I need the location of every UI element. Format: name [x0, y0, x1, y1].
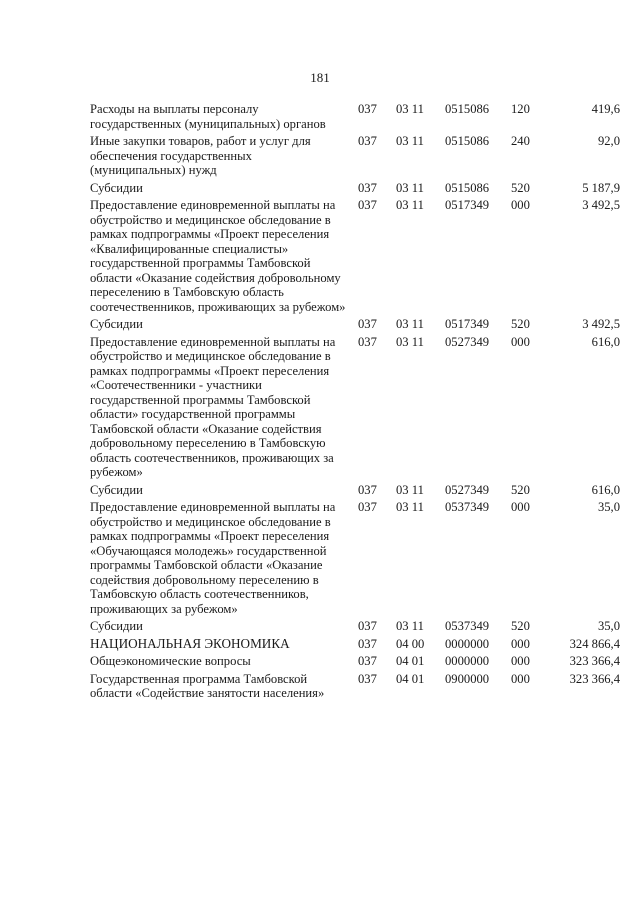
- table-row: [90, 181, 620, 199]
- row-name: Субсидии: [90, 619, 143, 633]
- row-expense-type: 120: [511, 102, 530, 116]
- row-target-code: 0517349: [445, 198, 490, 212]
- row-sum: 616,0: [591, 334, 620, 349]
- row-expense-type: 000: [511, 671, 530, 686]
- row-sum: 419,6: [591, 102, 620, 116]
- row-section-code: 03 11: [396, 500, 424, 514]
- row-ved-code: 037: [358, 180, 377, 195]
- row-name: Предоставление единовременной выплаты на обустройство и медицинское обследование в рамках подпрограммы «Проект переселения «Квалифицированные специалисты» государственной программы Тамбовской области «Оказание содействия добровольному переселению в Тамбовскую область соотечественников, проживающих за рубежом»: [90, 198, 346, 314]
- table-row: [90, 654, 620, 672]
- row-name: Субсидии: [90, 180, 143, 195]
- row-sum: 5 187,9: [582, 180, 620, 195]
- row-expense-type: 240: [511, 134, 530, 148]
- row-sum: 324 866,4: [569, 636, 620, 651]
- row-section-code: 03 11: [396, 619, 424, 633]
- row-ved-code: 037: [358, 482, 377, 497]
- row-ved-code: 037: [358, 671, 377, 686]
- table-row: [90, 637, 620, 655]
- row-ved-code: 037: [358, 134, 377, 148]
- row-expense-type: 000: [511, 654, 530, 668]
- row-name: Субсидии: [90, 482, 143, 497]
- row-section-code: 04 01: [396, 654, 425, 668]
- table-row: [90, 134, 620, 181]
- row-section-code: 03 11: [396, 198, 424, 212]
- row-ved-code: 037: [358, 619, 377, 633]
- row-name: НАЦИОНАЛЬНАЯ ЭКОНОМИКА: [90, 635, 290, 651]
- row-ved-code: 037: [358, 334, 377, 349]
- table-row: [90, 619, 620, 637]
- table-row: [90, 672, 620, 704]
- row-ved-code: 037: [358, 317, 377, 331]
- row-expense-type: 000: [511, 198, 530, 212]
- table-row: [90, 335, 620, 483]
- row-name: Иные закупки товаров, работ и услуг для обеспечения государственных (муниципальных) нужд: [90, 134, 311, 177]
- row-ved-code: 037: [358, 636, 377, 651]
- row-sum: 3 492,5: [582, 317, 620, 331]
- row-sum: 616,0: [591, 482, 620, 497]
- row-name: Расходы на выплаты персоналу государственных (муниципальных) органов: [90, 102, 326, 131]
- row-section-code: 04 01: [396, 671, 425, 686]
- row-section-code: 03 11: [396, 102, 424, 116]
- row-target-code: 0000000: [445, 636, 490, 651]
- row-expense-type: 000: [511, 636, 530, 651]
- row-ved-code: 037: [358, 102, 377, 116]
- row-section-code: 04 00: [396, 636, 425, 651]
- row-target-code: 0900000: [445, 671, 490, 686]
- row-name: Общеэкономические вопросы: [90, 654, 251, 668]
- row-name: Субсидии: [90, 317, 143, 331]
- row-target-code: 0515086: [445, 134, 490, 148]
- row-sum: 35,0: [597, 619, 620, 633]
- row-section-code: 03 11: [396, 180, 424, 195]
- row-target-code: 0515086: [445, 180, 490, 195]
- row-sum: 92,0: [597, 134, 620, 148]
- table-row: [90, 198, 620, 317]
- row-sum: 35,0: [597, 500, 620, 514]
- row-expense-type: 520: [511, 619, 530, 633]
- row-name: Государственная программа Тамбовской области «Содействие занятости населения»: [90, 671, 325, 700]
- row-sum: 323 366,4: [569, 671, 620, 686]
- row-target-code: 0527349: [445, 482, 490, 497]
- budget-table: [90, 102, 620, 704]
- row-expense-type: 520: [511, 180, 530, 195]
- row-expense-type: 000: [511, 500, 530, 514]
- table-row: [90, 317, 620, 335]
- row-target-code: 0517349: [445, 317, 490, 331]
- row-target-code: 0537349: [445, 500, 490, 514]
- table-row: [90, 500, 620, 619]
- row-section-code: 03 11: [396, 317, 424, 331]
- row-ved-code: 037: [358, 654, 377, 668]
- row-ved-code: 037: [358, 198, 377, 212]
- row-section-code: 03 11: [396, 482, 424, 497]
- row-target-code: 0515086: [445, 102, 490, 116]
- row-ved-code: 037: [358, 500, 377, 514]
- row-expense-type: 520: [511, 317, 530, 331]
- row-target-code: 0537349: [445, 619, 490, 633]
- row-target-code: 0000000: [445, 654, 490, 668]
- row-section-code: 03 11: [396, 134, 424, 148]
- row-expense-type: 000: [511, 334, 530, 349]
- row-name: Предоставление единовременной выплаты на обустройство и медицинское обследование в рамках подпрограммы «Проект переселения «Соотечественники - участники государственной программы Тамбовской области» государственной программы Тамбовской области «Оказание содействия добровольному переселению в Тамбовскую область соотечественников, проживающих за рубежом»: [90, 334, 336, 479]
- row-sum: 323 366,4: [569, 654, 620, 668]
- table-row: [90, 483, 620, 501]
- row-sum: 3 492,5: [582, 198, 620, 212]
- page-number: 181: [310, 70, 330, 85]
- row-section-code: 03 11: [396, 334, 424, 349]
- row-name: Предоставление единовременной выплаты на обустройство и медицинское обследование в рамках подпрограммы «Проект переселения «Обучающаяся молодежь» государственной программы Тамбовской области «Оказание содействия добровольному переселению в Тамбовскую область соотечественников, проживающих за рубежом»: [90, 500, 336, 616]
- table-row: [90, 102, 620, 134]
- row-target-code: 0527349: [445, 334, 490, 349]
- row-expense-type: 520: [511, 482, 530, 497]
